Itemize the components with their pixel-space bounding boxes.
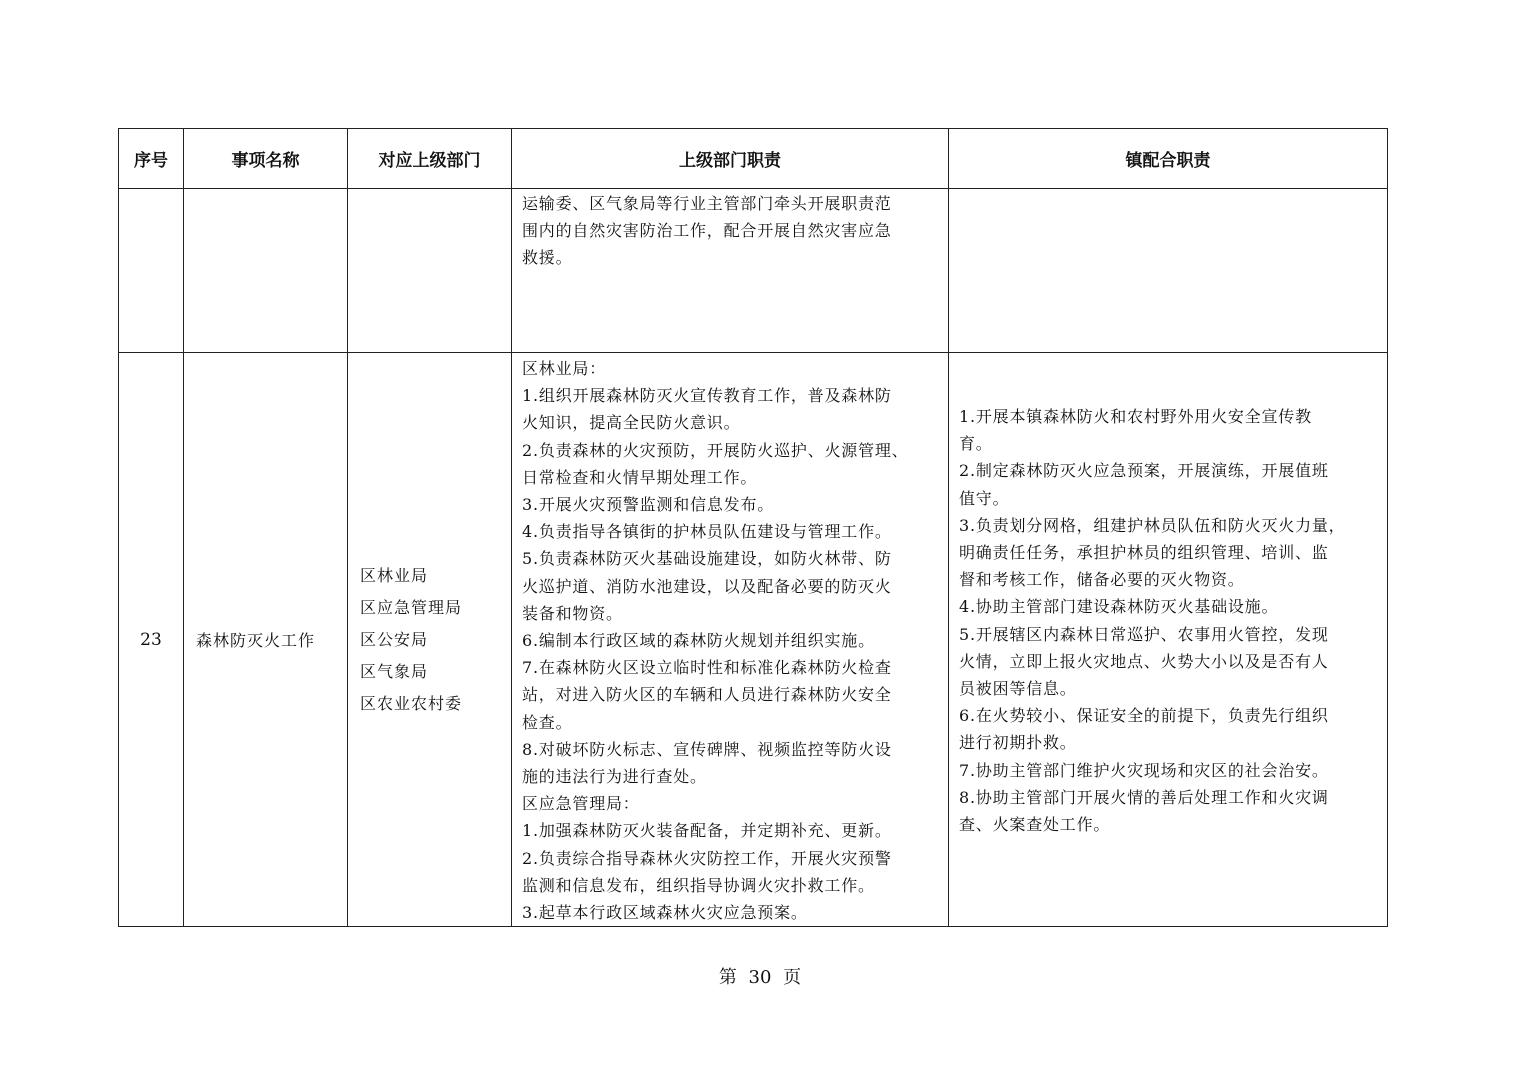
cell-upper-duties xyxy=(512,189,949,353)
town-duty-line: 进行初期扑救。 xyxy=(959,733,1077,753)
header-seq: 序号 xyxy=(119,129,184,189)
header-upper-duties: 上级部门职责 xyxy=(512,129,949,189)
header-town-duties: 镇配合职责 xyxy=(949,129,1388,189)
header-row xyxy=(119,129,1388,189)
town-duty-line: 8.协助主管部门开展火情的善后处理工作和火灾调 xyxy=(959,787,1329,807)
town-duty-line: 1.开展本镇森林防火和农村野外用火安全宣传教 xyxy=(959,407,1312,426)
cell-upper-duties xyxy=(512,353,949,927)
duty-line: 2.负责综合指导森林火灾防控工作，开展火灾预警 xyxy=(522,848,892,868)
table-header xyxy=(119,129,1388,189)
duty-line: 7.在森林防火区设立临时性和标准化森林防火检查 xyxy=(522,658,892,678)
dept-line: 区公安局 xyxy=(360,629,429,649)
duty-line: 8.对破坏防火标志、宣传碑牌、视频监控等防火设 xyxy=(522,739,892,759)
table-row-23 xyxy=(119,353,1388,927)
duty-line: 3.起草本行政区域森林火灾应急预案。 xyxy=(522,903,808,923)
town-duty-line: 查、火案查处工作。 xyxy=(959,815,1111,835)
cell-upper-dept xyxy=(348,353,512,927)
duty-line: 2.负责森林的火灾预防，开展防火巡护、火源管理、 xyxy=(522,440,909,460)
duty-line: 施的违法行为进行查处。 xyxy=(522,767,707,787)
duty-line: 3.开展火灾预警监测和信息发布。 xyxy=(522,495,775,515)
table-row-continued xyxy=(119,189,1388,353)
dept-line: 区气象局 xyxy=(360,661,429,681)
duty-line: 1.加强森林防灭火装备配备，并定期补充、更新。 xyxy=(522,821,892,841)
town-duty-line: 6.在火势较小、保证安全的前提下，负责先行组织 xyxy=(959,706,1329,726)
cell-seq: 23 xyxy=(119,353,184,927)
dept-line: 区农业农村委 xyxy=(360,693,463,713)
duty-line: 装备和物资。 xyxy=(522,603,623,623)
dept-line: 区应急管理局 xyxy=(360,597,463,617)
town-duty-line: 育。 xyxy=(959,434,993,454)
town-duty-line: 值守。 xyxy=(959,488,1010,508)
duty-line: 区林业局： xyxy=(522,359,607,378)
duty-line: 火知识，提高全民防火意识。 xyxy=(522,413,741,433)
town-duty-line: 3.负责划分网格，组建护林员队伍和防火灭火力量， xyxy=(959,515,1346,535)
duty-line: 火巡护道、消防水池建设，以及配备必要的防灭火 xyxy=(522,576,892,596)
page-number: 第 30 页 xyxy=(718,967,802,988)
duty-line: 4.负责指导各镇街的护林员队伍建设与管理工作。 xyxy=(522,522,892,542)
cell-upper-dept xyxy=(348,189,512,353)
duty-line: 运输委、区气象局等行业主管部门牵头开展职责范 xyxy=(522,194,892,213)
dept-line: 区林业局 xyxy=(360,565,429,585)
header-item-name: 事项名称 xyxy=(184,129,348,189)
duty-line: 5.负责森林防灭火基础设施建设，如防火林带、防 xyxy=(522,549,892,569)
duty-line: 监测和信息发布，组织指导协调火灾扑救工作。 xyxy=(522,875,875,895)
town-duty-line: 5.开展辖区内森林日常巡护、农事用火管控，发现 xyxy=(959,624,1329,644)
duty-line: 1.组织开展森林防灭火宣传教育工作，普及森林防 xyxy=(522,386,892,406)
town-duty-line: 7.协助主管部门维护火灾现场和灾区的社会治安。 xyxy=(959,760,1329,780)
cell-item-name xyxy=(184,189,348,353)
cell-town-duties xyxy=(949,189,1388,353)
town-duty-line: 火情，立即上报火灾地点、火势大小以及是否有人 xyxy=(959,651,1329,671)
duty-line: 6.编制本行政区域的森林防火规划并组织实施。 xyxy=(522,631,875,651)
duty-line: 日常检查和火情早期处理工作。 xyxy=(522,467,758,487)
town-duty-line: 督和考核工作，储备必要的灭火物资。 xyxy=(959,570,1245,590)
duty-line: 围内的自然灾害防治工作，配合开展自然灾害应急 xyxy=(522,221,892,241)
cell-seq xyxy=(119,189,184,353)
duty-line: 站，对进入防火区的车辆和人员进行森林防火安全 xyxy=(522,685,892,705)
town-duty-line: 4.协助主管部门建设森林防灭火基础设施。 xyxy=(959,597,1279,617)
cell-item-name: 森林防灭火工作 xyxy=(184,353,348,927)
cell-town-duties xyxy=(949,353,1388,927)
town-duty-line: 员被困等信息。 xyxy=(959,679,1077,699)
town-duty-line: 2.制定森林防灭火应急预案，开展演练，开展值班 xyxy=(959,461,1329,481)
duty-line: 区应急管理局： xyxy=(522,794,640,814)
duty-line: 检查。 xyxy=(522,712,573,732)
duty-line: 救援。 xyxy=(522,248,573,268)
town-duty-line: 明确责任任务，承担护林员的组织管理、培训、监 xyxy=(959,543,1329,563)
header-upper-dept: 对应上级部门 xyxy=(348,129,512,189)
responsibility-table xyxy=(118,128,1388,927)
